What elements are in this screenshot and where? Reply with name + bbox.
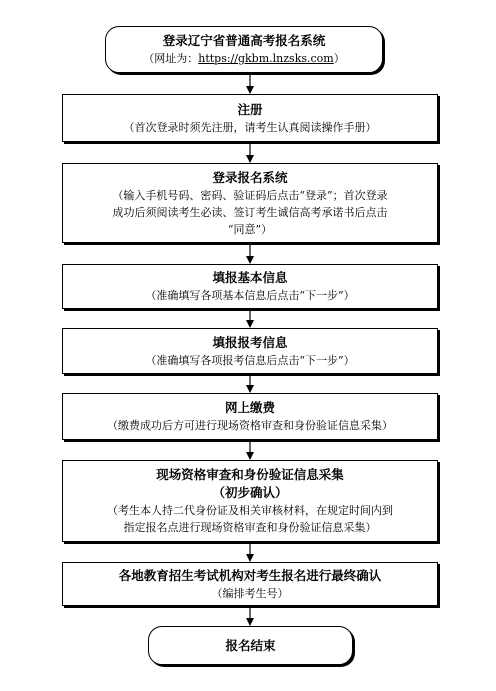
step-2-note: （首次登录时须先注册，请考生认真阅读操作手册） bbox=[123, 120, 377, 134]
step-1-title: 登录辽宁省普通高考报名系统 bbox=[162, 33, 326, 48]
step-8-note: （编排考生号） bbox=[211, 586, 289, 600]
step-onsite-review bbox=[62, 460, 438, 542]
step-7-note-line-1: （考生本人持二代身份证及相关审核材料，在规定时间内到 bbox=[107, 504, 393, 517]
step-6-note: （缴费成功后方可进行现场资格审查和身份验证信息采集） bbox=[107, 419, 393, 432]
step-2-title: 注册 bbox=[237, 101, 263, 117]
step-1-note-suffix: ） bbox=[333, 52, 345, 65]
step-login-site bbox=[105, 26, 383, 73]
step-4-title: 填报基本信息 bbox=[212, 270, 288, 285]
step-7-note-line-2: 指定报名点进行现场资格审查和身份验证信息采集） bbox=[123, 521, 377, 534]
step-end bbox=[148, 626, 353, 665]
step-5-title: 填报报考信息 bbox=[212, 334, 288, 350]
step-online-payment bbox=[62, 393, 438, 440]
step-1-note bbox=[135, 50, 352, 67]
step-3-note-line-1: （输入手机号码、密码、验证码后点击“登录”；首次登录 bbox=[112, 188, 388, 202]
step-final-confirmation bbox=[62, 562, 438, 606]
step-4-note: （准确填写各项基本信息后点击“下一步”） bbox=[145, 289, 355, 302]
step-3-note-line-2: 成功后须阅读考生必读、签订考生诚信高考承诺书后点击 bbox=[112, 205, 388, 219]
step-7-title-line-2: （初步确认） bbox=[212, 485, 288, 500]
site-url-link[interactable]: https://gkbm.lnzsks.com bbox=[198, 52, 334, 65]
step-basic-info bbox=[62, 264, 438, 309]
step-register bbox=[62, 94, 438, 142]
step-8-title: 各地教育招生考试机构对考生报名进行最终确认 bbox=[118, 567, 382, 583]
step-3-title: 登录报名系统 bbox=[212, 169, 288, 185]
step-1-note-prefix: （网址为： bbox=[143, 52, 199, 65]
step-5-note: （准确填写各项报考信息后点击“下一步”） bbox=[145, 353, 355, 367]
step-login-system bbox=[62, 163, 438, 243]
step-6-title: 网上缴费 bbox=[224, 400, 275, 415]
step-exam-info bbox=[62, 328, 438, 374]
step-9-title: 报名结束 bbox=[225, 637, 276, 653]
step-3-note-line-3: “同意”） bbox=[227, 222, 273, 236]
step-7-title-line-1: 现场资格审查和身份验证信息采集 bbox=[156, 467, 344, 482]
